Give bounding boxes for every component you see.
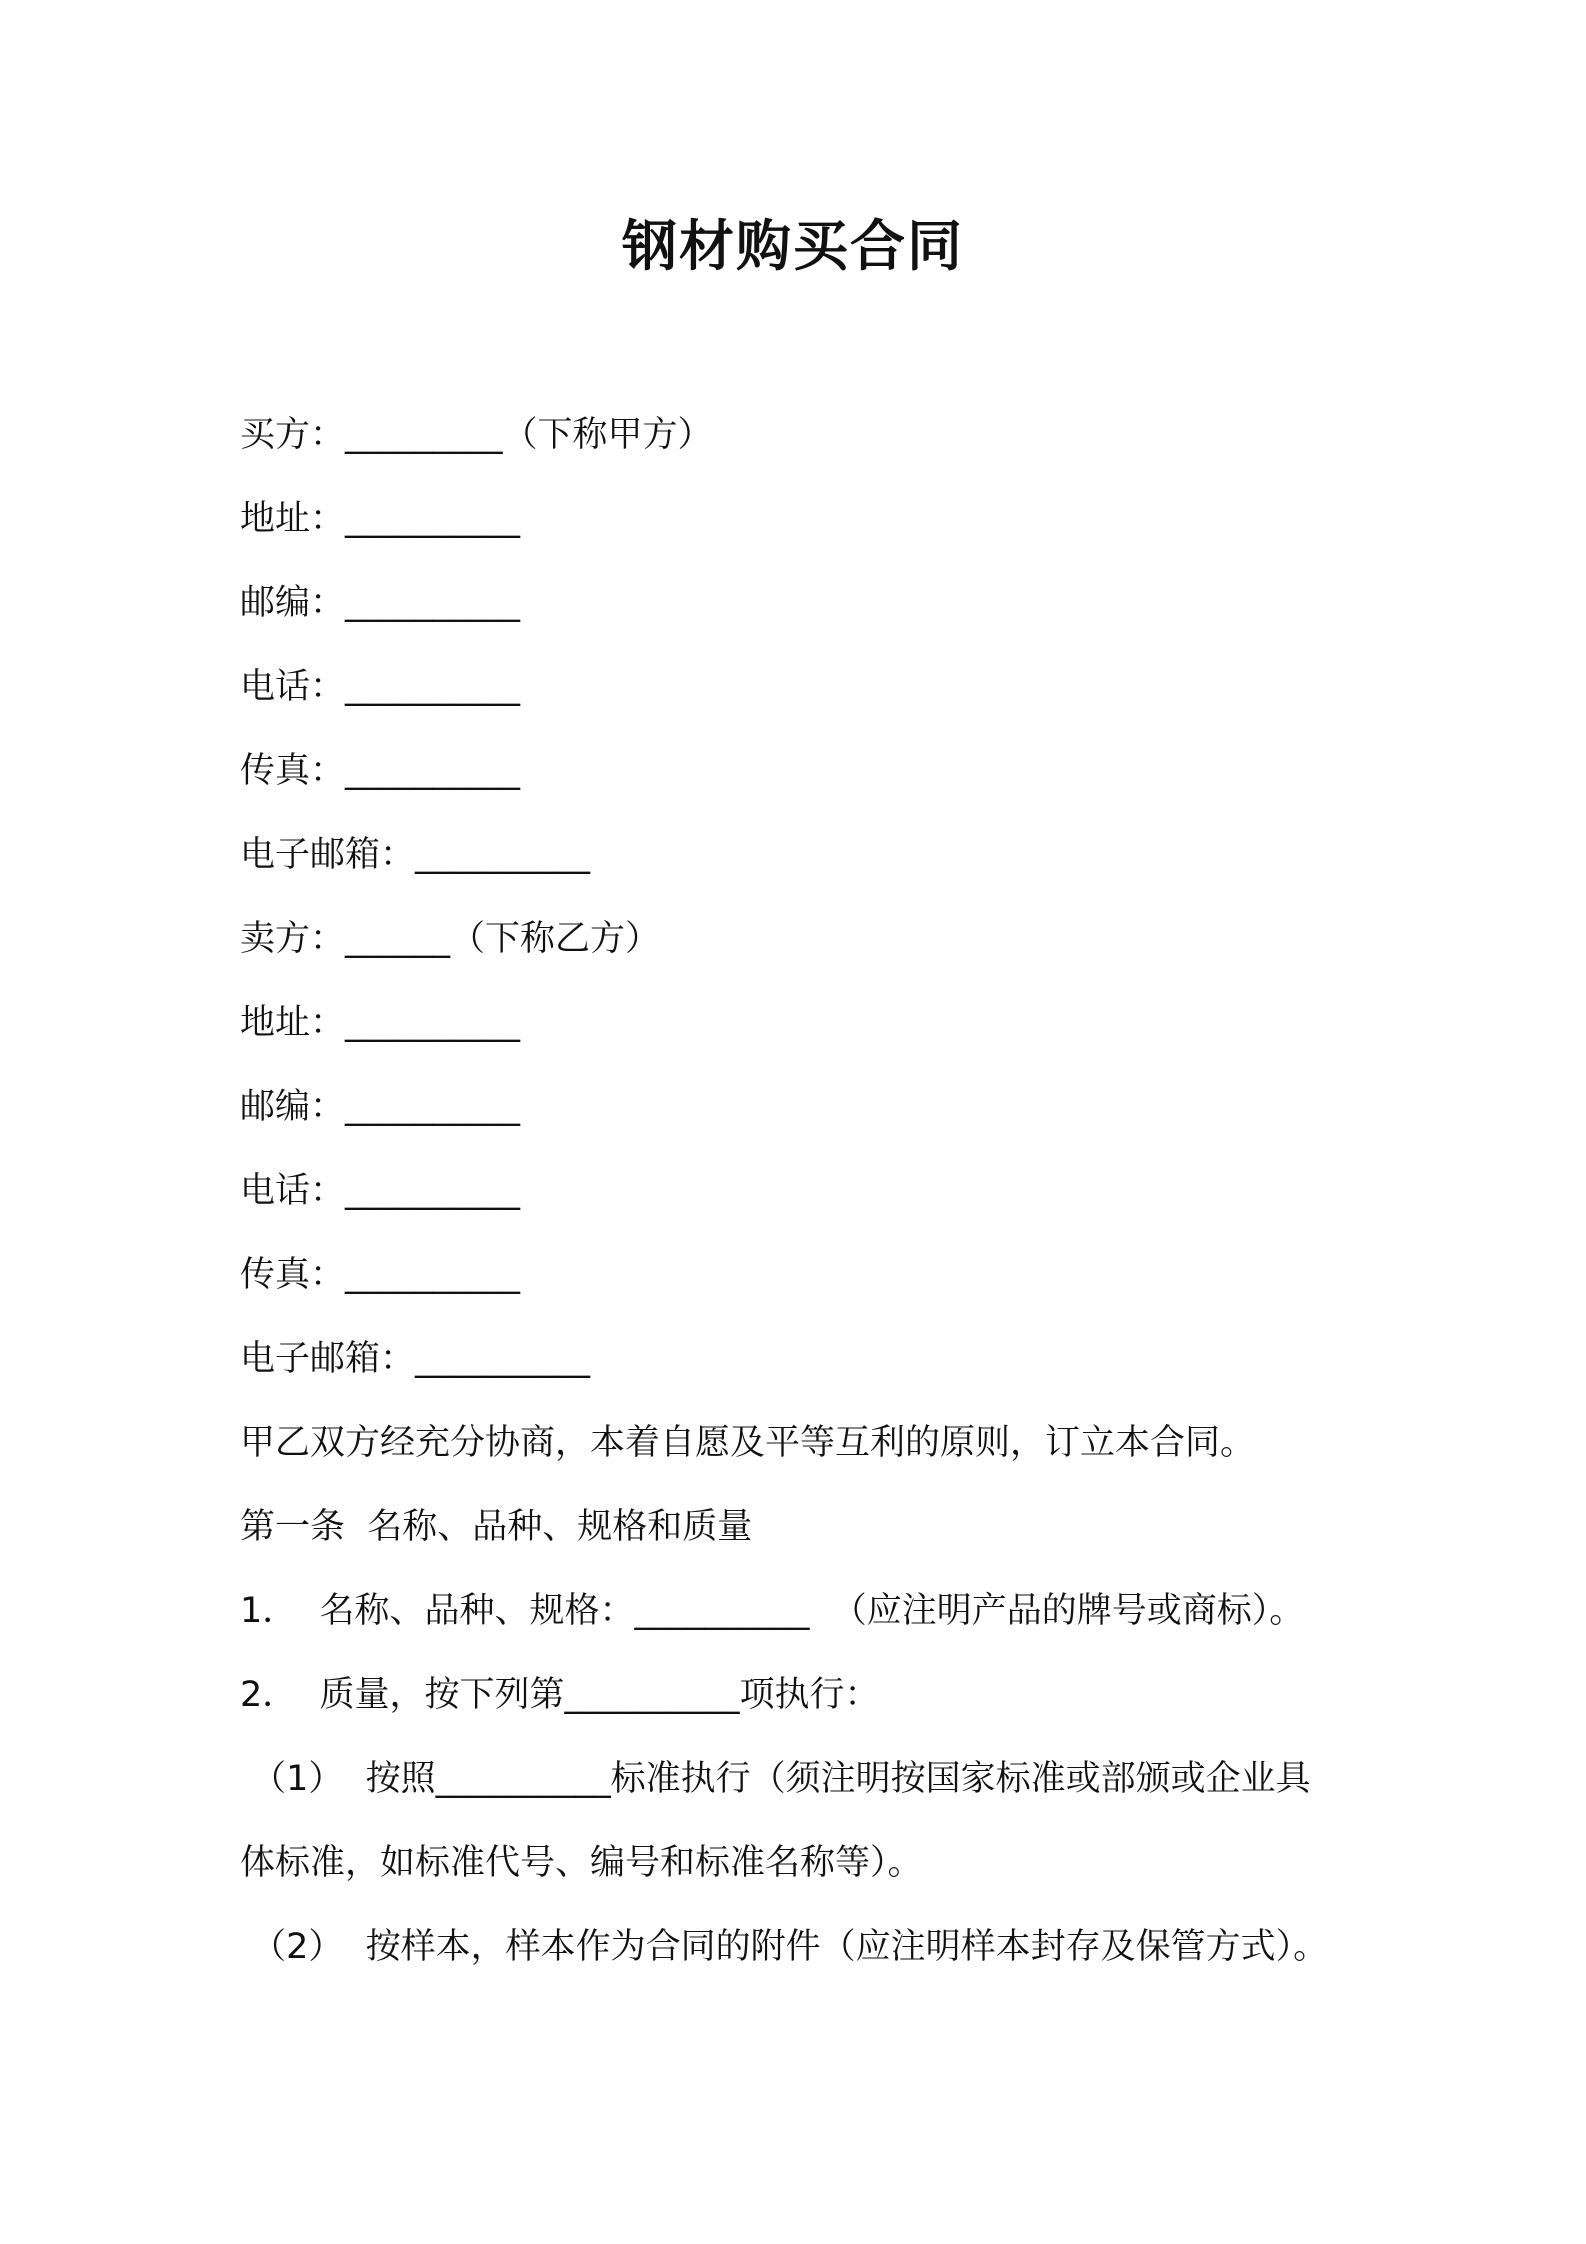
buyer-postcode-line: 邮编：__________ — [240, 583, 521, 623]
seller-fax-line: 传真：__________ — [240, 1255, 521, 1295]
seller-phone-line: 电话：__________ — [240, 1171, 521, 1211]
buyer-address-line: 地址：__________ — [240, 499, 521, 539]
agreement-paragraph: 甲乙双方经充分协商，本着自愿及平等互利的原则，订立本合同。 — [240, 1423, 1256, 1463]
quality-option-1-continued: 体标准，如标准代号、编号和标准名称等）。 — [240, 1843, 923, 1883]
seller-address-line: 地址：__________ — [240, 1003, 521, 1043]
seller-postcode-line: 邮编：__________ — [240, 1087, 521, 1127]
clause-2-quality: 2． 质量，按下列第__________项执行： — [240, 1675, 880, 1715]
quality-option-2: （2） 按样本，样本作为合同的附件（应注明样本封存及保管方式）。 — [240, 1927, 1329, 1967]
seller-name-line: 卖方：______（下称乙方） — [240, 919, 661, 959]
clause-1-name-spec: 1． 名称、品种、规格：__________ （应注明产品的牌号或商标）。 — [240, 1591, 1305, 1631]
document-title: 钢材购买合同 — [621, 214, 964, 278]
buyer-phone-line: 电话：__________ — [240, 667, 521, 707]
buyer-email-line: 电子邮箱：__________ — [240, 835, 591, 875]
quality-option-1: （1） 按照__________标准执行（须注明按国家标准或部颁或企业具 — [240, 1759, 1311, 1799]
buyer-name-line: 买方：_________（下称甲方） — [240, 415, 713, 455]
article-one-heading: 第一条 名称、品种、规格和质量 — [240, 1507, 753, 1547]
buyer-fax-line: 传真：__________ — [240, 751, 521, 791]
seller-email-line: 电子邮箱：__________ — [240, 1339, 591, 1379]
